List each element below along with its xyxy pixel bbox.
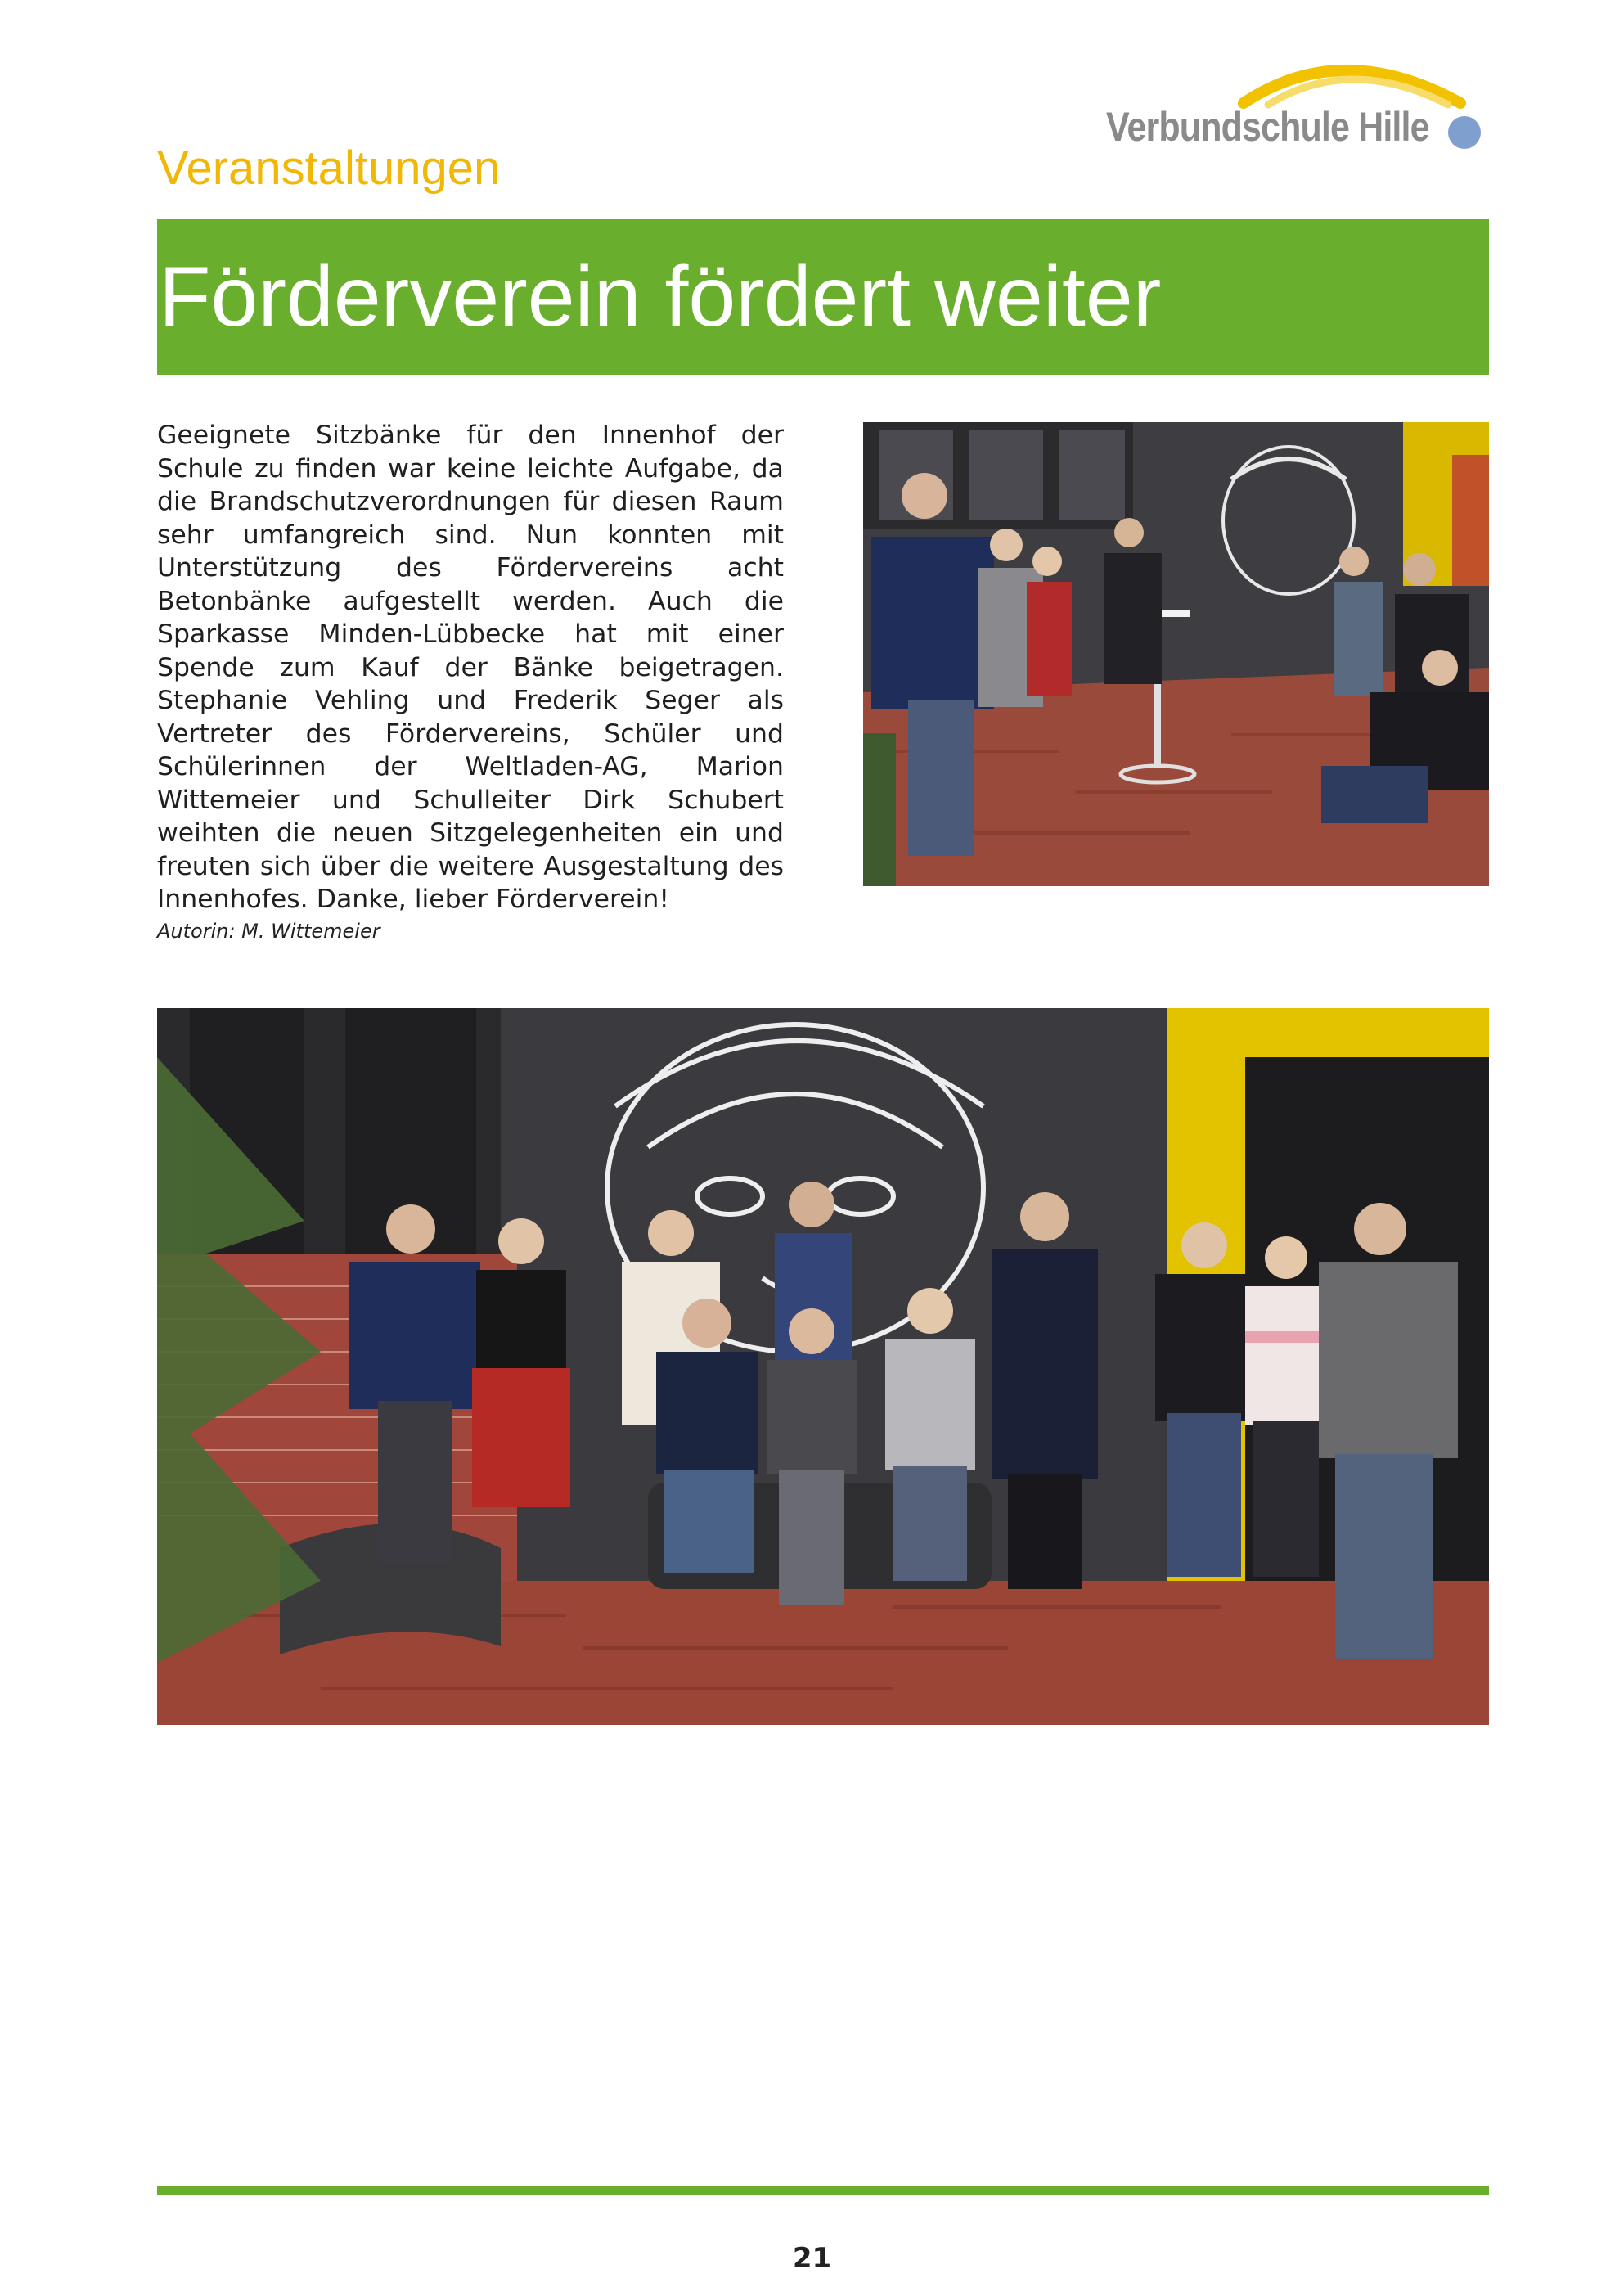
school-logo [1096,46,1489,160]
courtyard-photo [863,422,1489,886]
article-body: Geeignete Sitzbänke für den Innenhof der Schule zu finden war keine leichte Aufgabe, da die Brandschutzverordnungen für diesen Raum sehr umfangreich sind. Nun konnten mit Unterstützung des Fördervereins acht Betonbänke aufgestellt werden. Auch die Sparkasse Minden-Lübbecke hat mit einer Spende zum Kauf der Bänke beigetragen. Stephanie Vehling und Frederik Seger als Vertreter des Fördervereins, Schüler und Schülerinnen der Weltladen-AG, Marion Wittemeier und Schulleiter Dirk Schubert weihten die neuen Sitzgelegenheiten ein und freuten sich über die weitere Ausgestaltung des Innenhofes. Danke, lieber Förderverein! [157,421,784,914]
footer-rule [157,2186,1489,2195]
logo-wordmark: Verbundschule Hille [1106,104,1429,150]
title-bar [157,219,1489,375]
article-title: Förderverein fördert weiter [159,250,1162,344]
group-photo [157,1008,1489,1725]
section-label: Veranstaltungen [157,142,501,195]
page-number: 21 [792,2242,832,2275]
article-author: Autorin: M. Wittemeier [157,920,380,943]
